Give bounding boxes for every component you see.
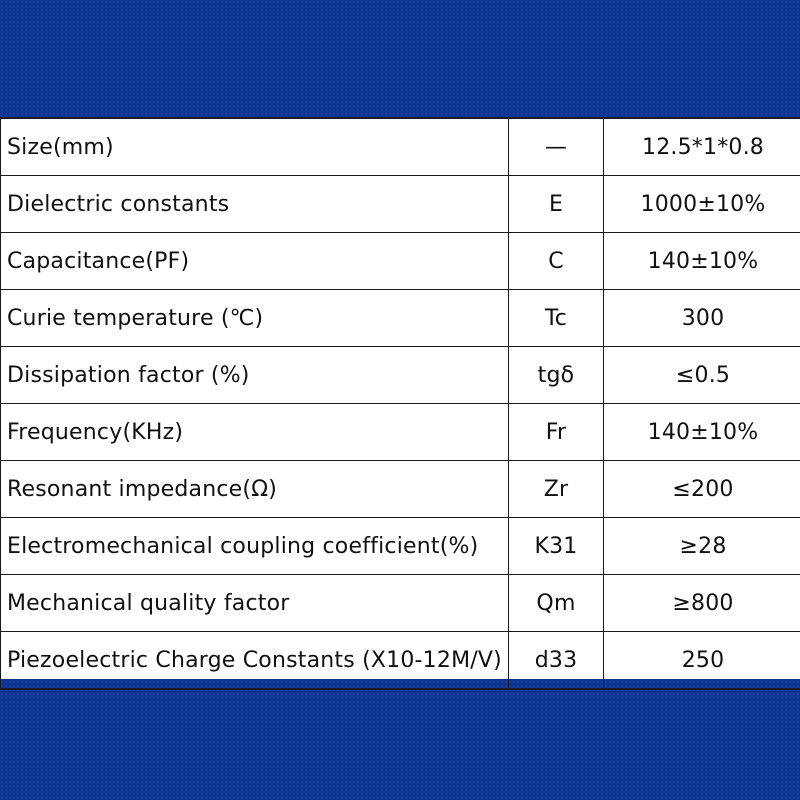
parameter-cell: Dissipation factor (%) [1,347,509,404]
symbol-cell: Fr [509,404,604,461]
parameter-cell: Electromechanical coupling coefficient(%) [1,518,509,575]
parameter-cell: Curie temperature (℃) [1,290,509,347]
value-cell: ≤200 [604,461,800,518]
table-row [1,404,800,461]
value-cell: 250 [604,632,800,690]
table-row [1,632,800,690]
symbol-cell: — [509,118,604,176]
value-cell: 12.5*1*0.8 [604,118,800,176]
value-cell: 300 [604,290,800,347]
symbol-cell: tgδ [509,347,604,404]
value-cell: ≥800 [604,575,800,632]
table-row [1,233,800,290]
table-row [1,461,800,518]
parameter-cell: Frequency(KHz) [1,404,509,461]
value-cell: 140±10% [604,404,800,461]
symbol-cell: Zr [509,461,604,518]
table-row [1,290,800,347]
value-cell: 140±10% [604,233,800,290]
parameter-cell: Piezoelectric Charge Constants (X10-12M/V) [1,632,509,690]
table-row [1,176,800,233]
parameter-cell: Size(mm) [1,118,509,176]
spec-table-container [0,117,800,679]
symbol-cell: Qm [509,575,604,632]
symbol-cell: E [509,176,604,233]
spec-table [0,117,800,690]
symbol-cell: C [509,233,604,290]
value-cell: ≤0.5 [604,347,800,404]
parameter-cell: Dielectric constants [1,176,509,233]
table-row [1,575,800,632]
table-row [1,118,800,176]
parameter-cell: Resonant impedance(Ω) [1,461,509,518]
symbol-cell: d33 [509,632,604,690]
table-row [1,347,800,404]
value-cell: ≥28 [604,518,800,575]
parameter-cell: Mechanical quality factor [1,575,509,632]
symbol-cell: K31 [509,518,604,575]
table-row [1,518,800,575]
symbol-cell: Tc [509,290,604,347]
parameter-cell: Capacitance(PF) [1,233,509,290]
value-cell: 1000±10% [604,176,800,233]
